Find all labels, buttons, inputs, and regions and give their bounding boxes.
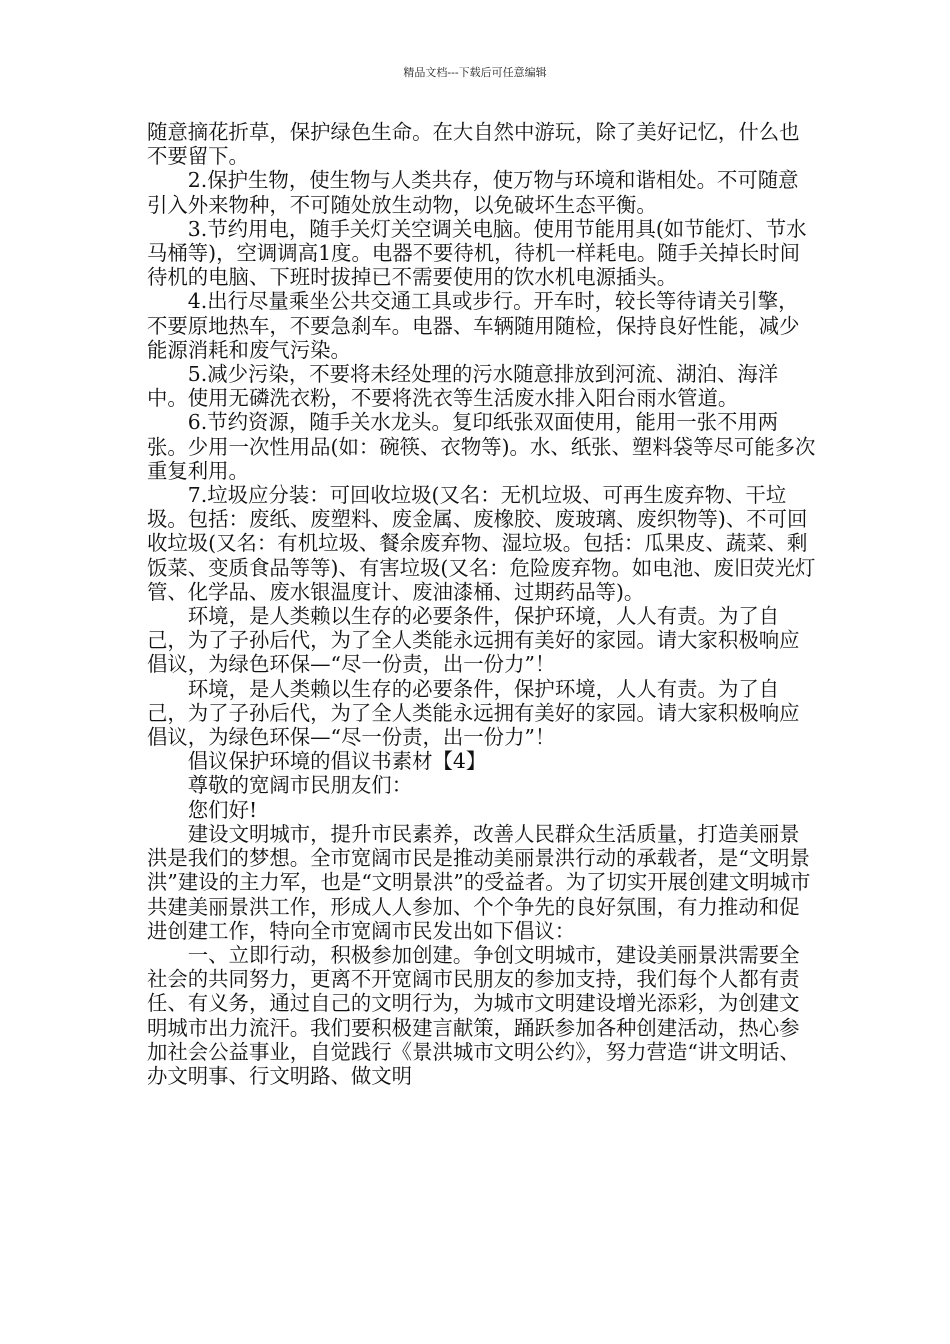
salutation: 尊敬的宽阔市民朋友们： xyxy=(187,773,413,798)
paragraph-intro: 建设文明城市，提升市民素养，改善人民群众生活质量，打造美丽景洪是我们的梦想。全市宽阔市民是推动美丽景洪行动的承载者，是“文明景洪”建设的主力军，也是“文明景洪”的受益者。为了切实开展创建文明城市共建美丽景洪工作，形成人人参加、个个争先的良好氛围，有力推动和促进创建工作，特向全市宽阔市民发出如下倡议： xyxy=(147,821,811,943)
paragraph-item-6: 6.节约资源，随手关水龙头。复印纸张双面使用，能用一张不用两张。少用一次性用品(如：碗筷、衣物等)。水、纸张、塑料袋等尽可能多次重复利用。 xyxy=(147,410,816,483)
paragraph-closing-1: 环境，是人类赖以生存的必要条件，保护环境，人人有责。为了自己，为了子孙后代，为了全人类能永远拥有美好的家园。请大家积极响应倡议，为绿色环保—“尽一份责，出一份力”！ xyxy=(147,604,800,677)
paragraph-item-2: 2.保护生物，使生物与人类共存，使万物与环境和谐相处。不可随意引入外来物种，不可随处放生动物，以免破坏生态平衡。 xyxy=(147,168,799,217)
greeting: 您们好! xyxy=(187,797,258,822)
document-body xyxy=(147,120,817,1088)
paragraph-continuation: 随意摘花折草，保护绿色生命。在大自然中游玩，除了美好记忆，什么也不要留下。 xyxy=(147,120,800,169)
page-header: 精品文档---下载后可任意编辑 xyxy=(403,66,547,79)
paragraph-item-3: 3.节约用电，随手关灯关空调关电脑。使用节能用具(如节能灯、节水马桶等)，空调调高1度。电器不要待机，待机一样耗电。随手关掉长时间待机的电脑、下班时拔掉已不需要使用的饮水机电源插头。 xyxy=(147,216,807,290)
paragraph-item-7: 7.垃圾应分装：可回收垃圾(又名：无机垃圾、可再生废弃物、干垃圾。包括：废纸、废塑料、废金属、废橡胶、废玻璃、废织物等)、不可回收垃圾(又名：有机垃圾、餐余废弃物、湿垃圾。包括：瓜果皮、蔬菜、剩饭菜、变质食品等等)、有害垃圾(又名：危险废弃物。如电池、废旧荧光灯管、化学品、废水银温度计、废油漆桶、过期药品等)。 xyxy=(147,483,816,604)
paragraph-proposal-1: 一、立即行动，积极参加创建。争创文明城市，建设美丽景洪需要全社会的共同努力，更离不开宽阔市民朋友的参加支持，我们每个人都有责任、有义务，通过自己的文明行为，为城市文明建设增光添彩，为创建文明城市出力流汗。我们要积极建言献策，踊跃参加各种创建活动，热心参加社会公益事业，自觉践行《景洪城市文明公约》，努力营造“讲文明话、办文明事、行文明路、做文明 xyxy=(147,942,800,1088)
paragraph-item-4: 4.出行尽量乘坐公共交通工具或步行。开车时，较长等待请关引擎，不要原地热车，不要急刹车。电器、车辆随用随检，保持良好性能，减少能源消耗和废气污染。 xyxy=(147,289,800,362)
paragraph-item-5: 5.减少污染，不要将未经处理的污水随意排放到河流、湖泊、海洋中。使用无磷洗衣粉，不要将洗衣等生活废水排入阳台雨水管道。 xyxy=(147,362,779,411)
paragraph-closing-2: 环境，是人类赖以生存的必要条件，保护环境，人人有责。为了自己，为了子孙后代，为了全人类能永远拥有美好的家园。请大家积极响应倡议，为绿色环保—“尽一份责，出一份力”！ xyxy=(147,676,800,750)
section-heading: 倡议保护环境的倡议书素材【4】 xyxy=(187,749,487,774)
